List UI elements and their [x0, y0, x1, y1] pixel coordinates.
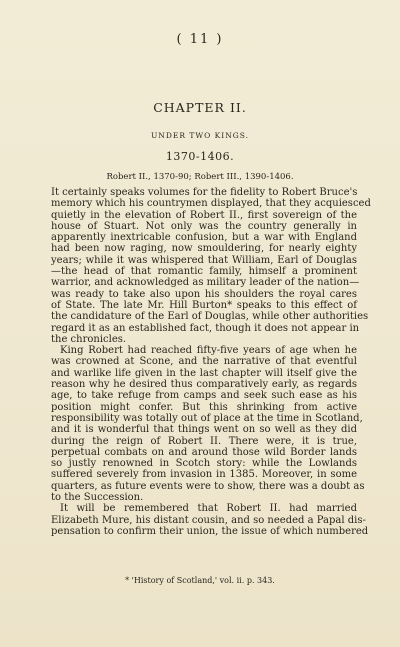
text-line: the chronicles. [51, 333, 127, 345]
text-line: age, to take refuge from camps and seek such ease as his [51, 390, 357, 402]
footnote: * 'History of Scotland,' vol. ii. p. 343. [125, 576, 275, 585]
text-line: the candidature of the Earl of Douglas, while other authorities [51, 311, 369, 323]
text-line: had been now raging, now smouldering, for nearly eighty [51, 243, 357, 255]
chapter-years: 1370-1406. [165, 150, 235, 163]
text-line: warrior, and acknowledged as military leader of the nation— [51, 277, 360, 289]
text-line: to the Succession. [51, 492, 144, 504]
chapter-reigns: Robert II., 1370-90; Robert III., 1390-1406. [106, 172, 294, 182]
text-line: so justly renowned in Scotch story: while the Lowlands [51, 458, 357, 470]
text-line: —the head of that romantic family, himself a prominent [51, 266, 357, 278]
text-line: of State. The late Mr. Hill Burton* speaks to this effect of [51, 299, 357, 311]
text-line: regard it as an established fact, though it does not appear in [51, 322, 360, 334]
text-line: position might confer. But this shrinking from active [51, 401, 357, 413]
text-line: was crowned at Scone, and the narrative of that eventful [51, 356, 357, 368]
text-line: quietly in the elevation of Robert II., first sovereign of the [51, 209, 357, 221]
text-line: quarters, as future events were to show, there was a doubt as [51, 480, 365, 492]
text-line: and warlike life given in the last chapter will itself give the [51, 367, 357, 379]
text-line: responsibility was totally out of place at the time in Scotland, [51, 412, 363, 424]
chapter-title: CHAPTER II. [153, 100, 247, 115]
text-line: perpetual combats on and around those wild Border lands [51, 446, 357, 458]
text-line: It will be remembered that Robert II. had married [60, 503, 357, 515]
text-line: memory which his countrymen displayed, that they acquiesced [51, 198, 371, 210]
text-line: apparently inextricable confusion, but a war with England [51, 232, 357, 244]
chapter-subtitle: UNDER TWO KINGS. [150, 131, 250, 140]
text-line: during the reign of Robert II. There were, it is true, [51, 435, 357, 447]
text-line: reason why he desired thus comparatively early, as regards [51, 379, 357, 391]
text-line: was ready to take also upon his shoulders the royal cares [51, 288, 357, 300]
text-line: years; while it was whispered that William, Earl of Douglas [51, 254, 357, 266]
text-line: house of Stuart. Not only was the country generally in [51, 220, 357, 232]
text-line: It certainly speaks volumes for the fidelity to Robert Bruce's [51, 187, 358, 198]
page-number: ( 11 ) [176, 32, 224, 47]
text-line: King Robert had reached fifty-five years of age when he [60, 345, 357, 357]
text-line: Elizabeth Mure, his distant cousin, and so needed a Papal dis- [51, 514, 366, 526]
body-text [51, 187, 371, 537]
text-line: suffered severely from invasion in 1385. Moreover, in some [51, 469, 357, 481]
text-line: and it is wonderful that things went on so well as they did [51, 424, 357, 436]
text-line: pensation to confirm their union, the issue of which numbered [51, 525, 369, 537]
